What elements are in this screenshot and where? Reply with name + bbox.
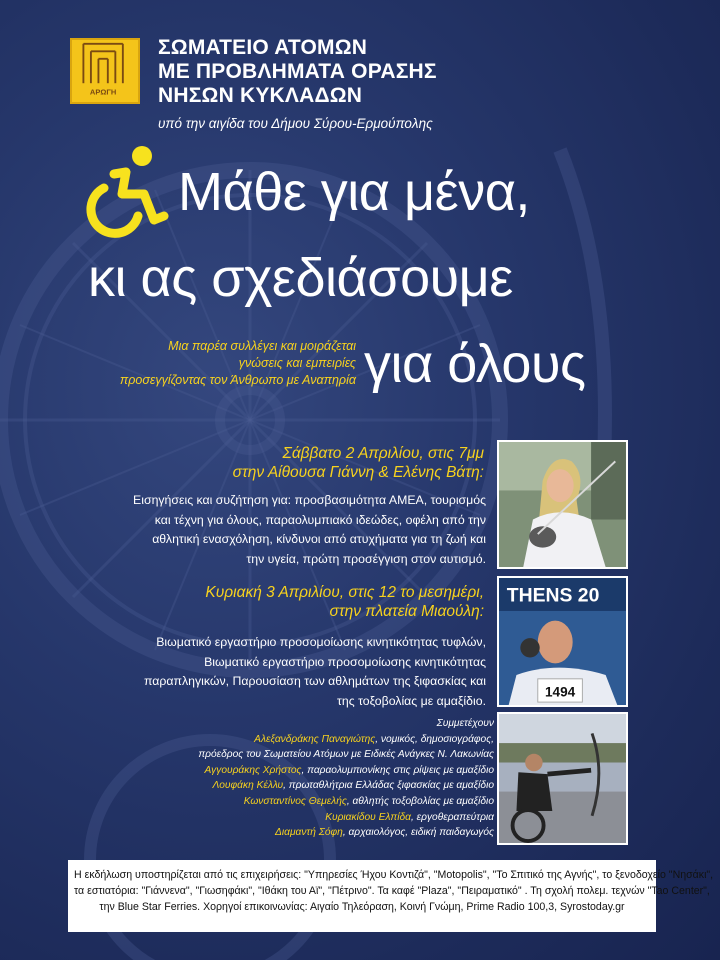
- sponsors-line: τα εστιατόρια: "Γιάννενα", "Γιωσηφάκι", "Ιθάκη του Αϊ", "Πέτρινο". Τα καφέ "Plaza", "Πειραματικό" . Τη σχολή πολεμ. τεχνών "Tao Center",: [74, 885, 710, 897]
- sponsors-line: Η εκδήλωση υποστηρίζεται από τις επιχειρήσεις: "Υπηρεσίες Ήχου Κοντιζά", "Motopolis", "Το Σπιτικό της Αγνής", το ξενοδοχείο "Νησάκι",: [74, 869, 714, 881]
- title-line-3: για όλους: [364, 334, 586, 394]
- participant-row: [150, 747, 494, 763]
- photo-fencer: [497, 440, 628, 569]
- participant-desc: , παραολυμπιονίκης στις ρίψεις με αμαξίδιο: [301, 764, 494, 776]
- event2-description: [100, 633, 486, 711]
- subtitle: [90, 338, 356, 389]
- photo-archer: [497, 712, 628, 845]
- participant-desc: , εργοθεραπεύτρια: [410, 811, 494, 823]
- event2-date: Κυριακή 3 Απριλίου, στις 12 το μεσημέρι,: [205, 584, 484, 601]
- sponsors-footer: [68, 860, 714, 932]
- participant-desc: , αρχαιολόγος, ειδική παιδαγωγός: [342, 827, 494, 839]
- title-line-2: κι ας σχεδιάσουμε: [88, 248, 513, 308]
- participant-desc: , νομικός, δημοσιογράφος,: [375, 733, 494, 745]
- org-line: ΝΗΣΩΝ ΚΥΚΛΑΔΩΝ: [158, 84, 363, 107]
- subtitle-line: γνώσεις και εμπειρίες: [238, 356, 356, 370]
- event1-description: [82, 491, 486, 569]
- participant-desc: πρόεδρος του Σωματείου Ατόμων με Ειδικές Ανάγκες Ν. Λακωνίας: [198, 749, 494, 761]
- shirt-number: 1494: [544, 684, 576, 700]
- event2-line: Βιωματικό εργαστήριο προσομοίωσης κινητικότητας: [204, 654, 486, 669]
- event2-line: Βιωματικό εργαστήριο προσομοίωσης κινητικότητας τυφλών,: [156, 635, 486, 649]
- participant-row: [150, 810, 494, 826]
- accessibility-wheelchair-icon: [78, 142, 170, 238]
- event1-venue: στην Αίθουσα Γιάννη & Ελένης Βάτη:: [232, 464, 484, 481]
- event2-venue: στην πλατεία Μιαούλη:: [329, 603, 484, 620]
- participant-name: Αλεξανδράκης Παναγιώτης: [254, 733, 376, 745]
- aegis-text: υπό την αιγίδα του Δήμου Σύρου-Ερμούπολης: [158, 116, 433, 131]
- event1-heading: [180, 444, 484, 482]
- participant-row: [150, 778, 494, 794]
- photo-banner-text: THENS 20: [506, 584, 600, 607]
- event1-line: και τέχνη για όλους, παραολυμπιακό ιδεώδες, οφέλη από την: [154, 512, 486, 527]
- thrower-illustration: [499, 578, 626, 705]
- participant-row: [150, 825, 494, 841]
- event1-date: Σάββατο 2 Απριλίου, στις 7μμ: [282, 445, 484, 462]
- event1-line: Εισηγήσεις και συζήτηση για: προσβασιμότητα ΑΜΕΑ, τουρισμός: [133, 493, 486, 507]
- participant-name: Κυριακίδου Ελπίδα: [325, 811, 411, 823]
- event1-line: την υγεία, πρώτη προσέγγιση στον αυτισμό.: [246, 551, 486, 566]
- logo-text: ΑΡΩΓΗ: [89, 87, 117, 97]
- participants-list: [150, 716, 494, 841]
- event1-line: αθλητική ενασχόληση, κίνδυνοι από ατυχήματα για τη ζωή και: [152, 532, 486, 546]
- participants-label: Συμμετέχουν: [436, 718, 494, 729]
- subtitle-line: Μια παρέα συλλέγει και μοιράζεται: [168, 339, 356, 353]
- photo-thrower: [497, 576, 628, 707]
- event2-heading: [140, 583, 484, 621]
- fencer-illustration: [499, 442, 626, 567]
- participant-name: Διαμαντή Σόφη: [275, 827, 343, 839]
- participant-name: Αγγουράκης Χρήστος: [204, 764, 302, 776]
- participant-name: Λουφάκη Κέλλυ: [212, 780, 284, 792]
- org-line: ΣΩΜΑΤΕΙΟ ΑΤΟΜΩΝ: [158, 36, 368, 59]
- subtitle-line: προσεγγίζοντας τον Άνθρωπο με Αναπηρία: [119, 373, 356, 387]
- participant-name: Κωνσταντίνος Θεμελής: [243, 795, 347, 807]
- title-line-1: Μάθε για μένα,: [178, 162, 530, 222]
- archer-illustration: [499, 714, 626, 843]
- participant-row: [150, 732, 494, 748]
- participant-desc: , αθλητής τοξοβολίας με αμαξίδιο: [346, 795, 494, 807]
- event2-line: της τοξοβολίας με αμαξίδιο.: [337, 693, 486, 708]
- participant-desc: , πρωταθλήτρια Ελλάδας ξιφασκίας με αμαξίδιο: [283, 780, 494, 792]
- sponsors-line: την Blue Star Ferries. Χορηγοί επικοινωνίας: Αιγαίο Τηλεόραση, Κοινή Γνώμη, Prime Radio 100,3, Syrostoday.gr: [99, 901, 625, 913]
- participant-row: [150, 794, 494, 810]
- logo-icon: [72, 40, 138, 102]
- org-line: ΜΕ ΠΡΟΒΛΗΜΑΤΑ ΟΡΑΣΗΣ: [158, 60, 437, 83]
- organization-name: [158, 36, 518, 108]
- participant-row: [150, 763, 494, 779]
- organization-logo: [70, 38, 140, 104]
- event2-line: παραπληγικών, Παρουσίαση των αθλημάτων της ξιφασκίας και: [144, 674, 486, 688]
